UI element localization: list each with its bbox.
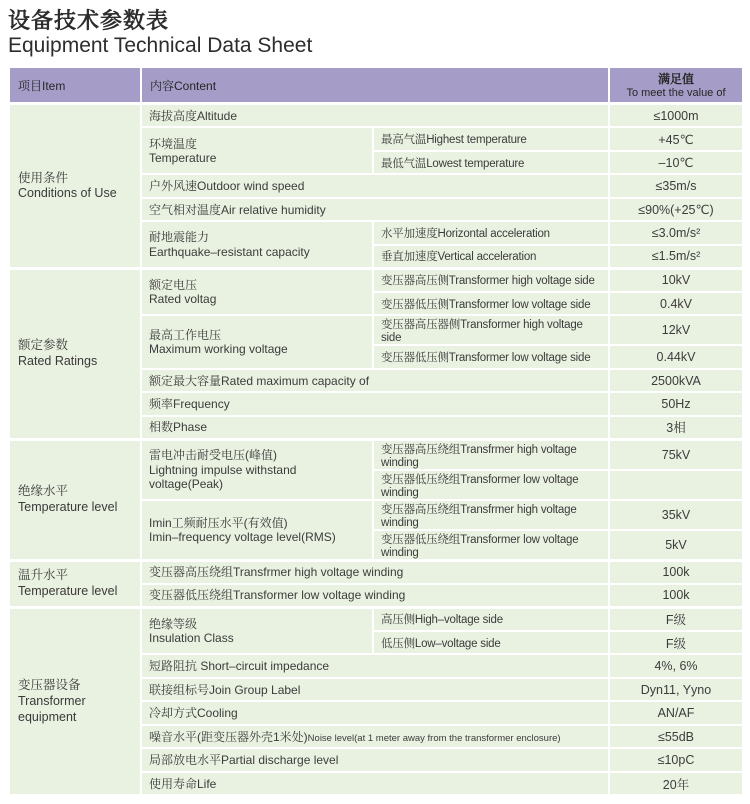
value-cell: 10kV [609,268,743,292]
sub-label-cell: 变压器低压绕组Transformer low voltage winding [373,530,609,561]
label-cell: 空气相对温度Air relative humidity [141,198,609,222]
sub-label-cell: 最低气温Lowest temperature [373,151,609,175]
section-item-temperature-rise [9,560,141,607]
label-cn: 耐地震能力 [149,230,210,245]
section-item-transformer-equipment [9,607,141,795]
value-cell: F级 [609,607,743,631]
sub-label-cell: 变压器低压侧Transformer low voltage side [373,345,609,369]
value-cell: +45℃ [609,127,743,151]
section-item-en: Conditions of Use [18,186,117,201]
label-cell [141,500,373,561]
header-value-en: To meet the value of [626,86,726,99]
label-cell: 短路阻抗 Short–circuit impedance [141,654,609,678]
value-cell: 20年 [609,772,743,796]
value-cell: ≤1000m [609,104,743,128]
section-item-rated-ratings [9,268,141,439]
label-cell [141,127,373,174]
section-item-cn: 变压器设备 [18,678,81,693]
value-cell: ≤10pC [609,748,743,772]
header-value-cn: 满足值 [657,71,694,86]
table-header-row [9,67,743,104]
section-item-en: Temperature level [18,583,118,598]
table-row [9,560,743,584]
label-cell: 使用寿命Life [141,772,609,796]
header-content: 内容Content [141,67,609,104]
label-en: Temperature [149,150,217,165]
section-item-en: Temperature level [18,499,118,514]
header-value [609,67,743,104]
value-cell: 0.4kV [609,292,743,316]
section-item-cn: 绝缘水平 [18,484,69,499]
value-cell: 5kV [609,530,743,561]
sub-label-cell: 水平加速度Horizontal acceleration [373,221,609,245]
label-cn: 噪音水平(距变压器外壳1米处) [149,729,308,744]
label-en: Imin–frequency voltage level(RMS) [149,529,336,544]
section-item-cn: 温升水平 [18,568,69,583]
label-en: Maximum working voltage [149,342,288,357]
table-row [9,439,743,470]
sub-label-cell: 变压器高压绕组Transfrmer high voltage winding [373,500,609,530]
value-cell: 50Hz [609,392,743,416]
label-cell: 海拔高度Altitude [141,104,609,128]
table-row [9,268,743,292]
sub-label-cell: 变压器高压侧Transformer high voltage side [373,268,609,292]
label-cell: 户外风速Outdoor wind speed [141,174,609,198]
label-cn: 最高工作电压 [149,327,222,342]
value-cell: 75kV [609,439,743,470]
sub-label-cell: 低压侧Low–voltage side [373,631,609,655]
page-title-cn: 设备技术参数表 [8,8,170,33]
label-cn: Imin工频耐压水平(有效值) [149,515,288,530]
value-cell: 2500kVA [609,369,743,393]
label-cn: 环境温度 [149,136,198,151]
value-cell: 0.44kV [609,345,743,369]
label-en: Insulation Class [149,631,234,646]
section-item-cn: 额定参数 [18,338,69,353]
sub-label-cell: 垂直加速度Vertical acceleration [373,245,609,269]
value-cell: ≤55dB [609,725,743,749]
label-cell: 局部放电水平Partial discharge level [141,748,609,772]
label-cn: 额定电压 [149,277,198,292]
value-cell: AN/AF [609,701,743,725]
label-cell [141,221,373,268]
page-title-en: Equipment Technical Data Sheet [8,34,313,58]
label-en: Rated voltag [149,292,217,307]
label-cell [141,439,373,500]
section-item-insulation-level [9,439,141,560]
equipment-data-table [8,66,744,796]
value-cell: 3相 [609,416,743,440]
value-cell: Dyn11, Yyno [609,678,743,702]
sub-label-cell: 变压器低压绕组Transformer low voltage winding [373,470,609,500]
value-cell: F级 [609,631,743,655]
label-cell: 联接组标号Join Group Label [141,678,609,702]
value-cell: –10℃ [609,151,743,175]
value-cell: 100k [609,560,743,584]
section-item-en: Rated Ratings [18,353,98,368]
sub-label-cell: 高压侧High–voltage side [373,607,609,631]
label-cell: 相数Phase [141,416,609,440]
label-cell: 冷却方式Cooling [141,701,609,725]
value-cell: ≤90%(+25℃) [609,198,743,222]
label-cell [141,315,373,369]
value-cell: 100k [609,584,743,608]
label-en: Lightning impulse withstand voltage(Peak) [149,462,297,492]
value-cell: ≤35m/s [609,174,743,198]
table-row [9,104,743,128]
label-en-small: Noise level(at 1 meter away from the transformer enclosure) [307,732,561,744]
label-cell: 频率Frequency [141,392,609,416]
header-item: 项目Item [9,67,141,104]
label-cell: 额定最大容量Rated maximum capacity of [141,369,609,393]
label-cell [141,607,373,654]
label-cell [141,725,609,749]
label-cell: 变压器高压绕组Transfrmer high voltage winding [141,560,609,584]
label-cell: 变压器低压绕组Transformer low voltage winding [141,584,609,608]
sub-label-cell: 变压器高压绕组Transfrmer high voltage winding [373,439,609,470]
label-cn: 绝缘等级 [149,616,198,631]
section-item-en: Transformer equipment [18,693,86,724]
value-cell: ≤1.5m/s² [609,245,743,269]
label-cell [141,268,373,315]
value-cell: ≤3.0m/s² [609,221,743,245]
section-item-conditions-of-use [9,104,141,269]
label-en: Earthquake–resistant capacity [149,244,310,259]
section-item-cn: 使用条件 [18,170,69,185]
value-cell [609,470,743,500]
value-cell: 12kV [609,315,743,345]
label-cn: 雷电冲击耐受电压(峰值) [149,448,277,463]
table-row [9,607,743,631]
sub-label-cell: 变压器高压器侧Transformer high voltage side [373,315,609,345]
value-cell: 4%, 6% [609,654,743,678]
sub-label-cell: 变压器低压侧Transformer low voltage side [373,292,609,316]
value-cell: 35kV [609,500,743,530]
sub-label-cell: 最高气温Highest temperature [373,127,609,151]
